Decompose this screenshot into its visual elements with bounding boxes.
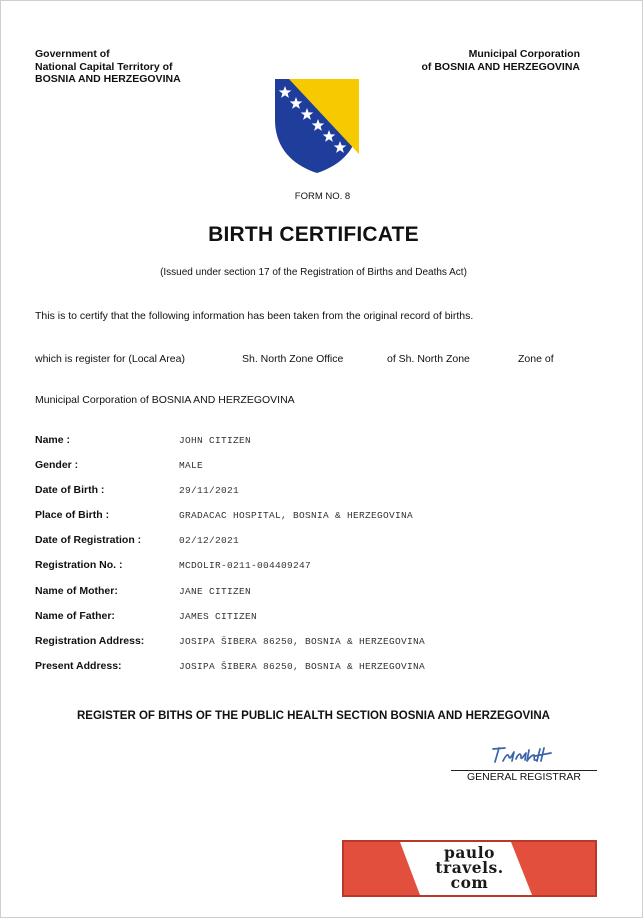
field-label: Place of Birth : xyxy=(35,509,110,522)
watermark-text xyxy=(344,845,595,890)
field-label: Name of Mother: xyxy=(35,584,118,597)
field-label: Date of Registration : xyxy=(35,534,142,547)
issuer-right-line-1: Municipal Corporation xyxy=(468,48,580,60)
watermark-line-2: travels. xyxy=(435,858,504,877)
handwritten-signature-icon xyxy=(489,743,561,767)
field-value: JANE CITIZEN xyxy=(179,585,252,597)
field-value: 29/11/2021 xyxy=(179,485,240,497)
form-number: FORM NO. 8 xyxy=(294,191,351,202)
field-value: MALE xyxy=(179,460,204,472)
field-value: JOSIPA ŠIBERA 86250, BOSNIA & HERZEGOVINA xyxy=(179,660,426,672)
field-value: 02/12/2021 xyxy=(179,535,240,547)
field-label: Name of Father: xyxy=(35,609,115,622)
field-label: Name : xyxy=(35,434,71,446)
zone-name: of Sh. North Zone xyxy=(387,353,470,365)
field-label: Gender : xyxy=(35,459,79,472)
issuer-right xyxy=(422,48,580,73)
issued-under-note: (Issued under section 17 of the Registration of Births and Deaths Act) xyxy=(160,267,467,278)
issuer-left-line-3: BOSNIA AND HERZEGOVINA xyxy=(35,73,181,85)
zone-of-label: Zone of xyxy=(518,353,554,365)
watermark-line-3: com xyxy=(450,873,489,892)
field-value: JAMES CITIZEN xyxy=(179,610,258,622)
paulo-travels-watermark xyxy=(342,840,597,897)
issuer-left-line-2: National Capital Territory of xyxy=(35,60,173,73)
field-value: JOHN CITIZEN xyxy=(179,435,252,446)
document-title: BIRTH CERTIFICATE xyxy=(208,223,419,246)
zone-office: Sh. North Zone Office xyxy=(242,353,344,365)
register-heading: REGISTER OF BITHS OF THE PUBLIC HEALTH SECTION BOSNIA AND HERZEGOVINA xyxy=(76,710,550,722)
field-value: GRADACAC HOSPITAL, BOSNIA & HERZEGOVINA xyxy=(179,510,414,522)
field-label: Registration No. : xyxy=(35,559,123,572)
issuer-left xyxy=(35,48,181,86)
bosnia-coat-of-arms-icon xyxy=(273,78,361,174)
issuer-left-line-1: Government of xyxy=(35,48,110,60)
field-label: Registration Address: xyxy=(35,634,145,647)
issuer-right-line-2: of BOSNIA AND HERZEGOVINA xyxy=(421,60,580,73)
general-registrar-label: GENERAL REGISTRAR xyxy=(467,771,581,783)
certification-statement: This is to certify that the following information has been taken from the original record of births. xyxy=(35,310,474,322)
local-area-label: which is register for (Local Area) xyxy=(35,353,185,365)
field-label: Date of Birth : xyxy=(35,484,105,497)
watermark-line-1: paulo xyxy=(444,843,495,862)
field-label: Present Address: xyxy=(35,659,122,672)
field-value: JOSIPA ŠIBERA 86250, BOSNIA & HERZEGOVINA xyxy=(179,635,426,647)
municipal-corporation-line: Municipal Corporation of BOSNIA AND HERZEGOVINA xyxy=(35,394,295,406)
field-value: MCDOLIR-0211-004409247 xyxy=(179,560,312,572)
